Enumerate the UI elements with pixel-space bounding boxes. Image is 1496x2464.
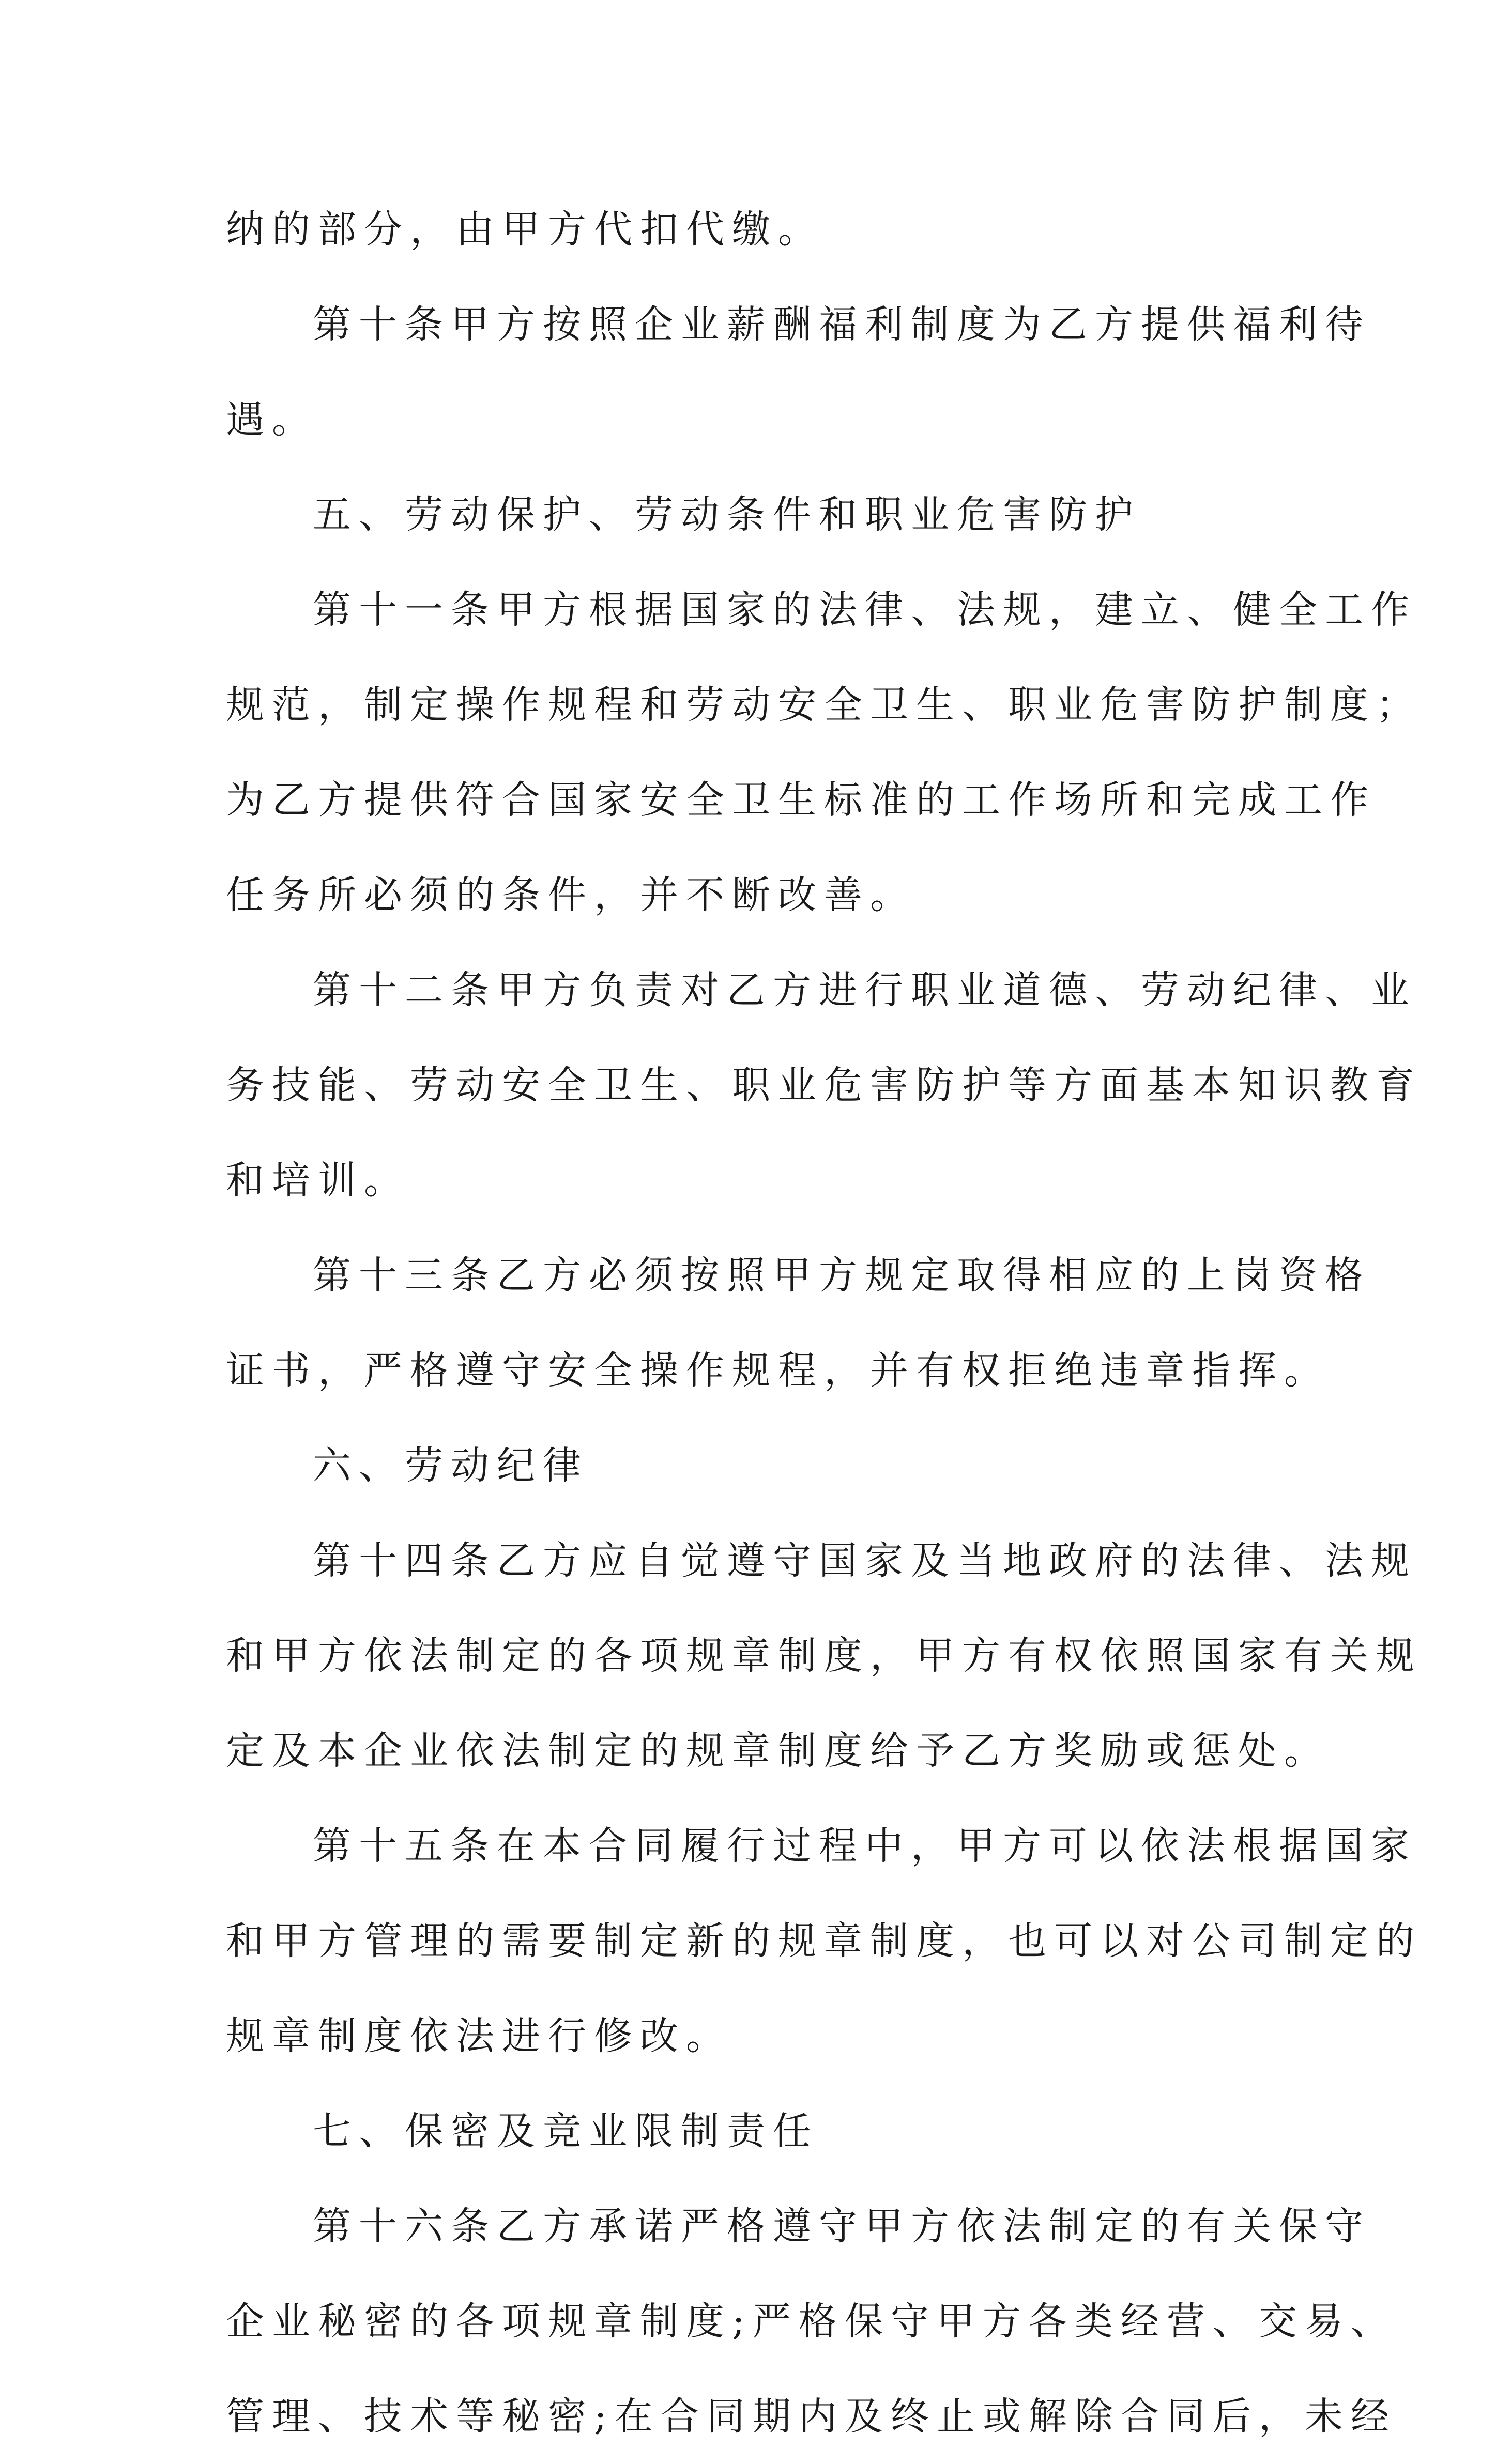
text-line: 和甲方管理的需要制定新的规章制度，也可以对公司制定的 [226, 1919, 1422, 1963]
article-15-line: 第十五条在本合同履行过程中，甲方可以依法根据国家 [313, 1824, 1417, 1868]
section-heading-6: 六、劳动纪律 [313, 1443, 589, 1488]
article-10-line: 第十条甲方按照企业薪酬福利制度为乙方提供福利待 [313, 302, 1371, 347]
article-12-line: 第十二条甲方负责对乙方进行职业道德、劳动纪律、业 [313, 968, 1417, 1012]
text-line: 为乙方提供符合国家安全卫生标准的工作场所和完成工作 [226, 778, 1376, 822]
text-line: 任务所必须的条件，并不断改善。 [226, 873, 916, 917]
text-line: 管理、技术等秘密;在合同期内及终止或解除合同后，未经 [226, 2394, 1397, 2439]
article-14-line: 第十四条乙方应自觉遵守国家及当地政府的法律、法规 [313, 1538, 1417, 1583]
text-line: 和培训。 [226, 1158, 410, 1203]
document-body [226, 182, 1422, 2464]
text-line: 规范，制定操作规程和劳动安全卫生、职业危害防护制度； [226, 683, 1422, 727]
text-line: 定及本企业依法制定的规章制度给予乙方奖励或惩处。 [226, 1729, 1330, 1773]
text-line: 和甲方依法制定的各项规章制度，甲方有权依照国家有关规 [226, 1634, 1422, 1678]
text-line: 遇。 [226, 397, 318, 442]
article-13-line: 第十三条乙方必须按照甲方规定取得相应的上岗资格 [313, 1253, 1371, 1298]
article-11-line: 第十一条甲方根据国家的法律、法规，建立、健全工作 [313, 588, 1417, 632]
section-heading-5: 五、劳动保护、劳动条件和职业危害防护 [313, 492, 1141, 537]
text-line: 纳的部分，由甲方代扣代缴。 [226, 207, 824, 252]
article-16-line: 第十六条乙方承诺严格遵守甲方依法制定的有关保守 [313, 2204, 1371, 2249]
text-line: 规章制度依法进行修改。 [226, 2014, 732, 2058]
text-line: 企业秘密的各项规章制度;严格保守甲方各类经营、交易、 [226, 2299, 1397, 2344]
section-heading-7: 七、保密及竞业限制责任 [313, 2109, 819, 2153]
text-line: 务技能、劳动安全卫生、职业危害防护等方面基本知识教育 [226, 1063, 1422, 1107]
text-line: 证书，严格遵守安全操作规程，并有权拒绝违章指挥。 [226, 1348, 1330, 1393]
